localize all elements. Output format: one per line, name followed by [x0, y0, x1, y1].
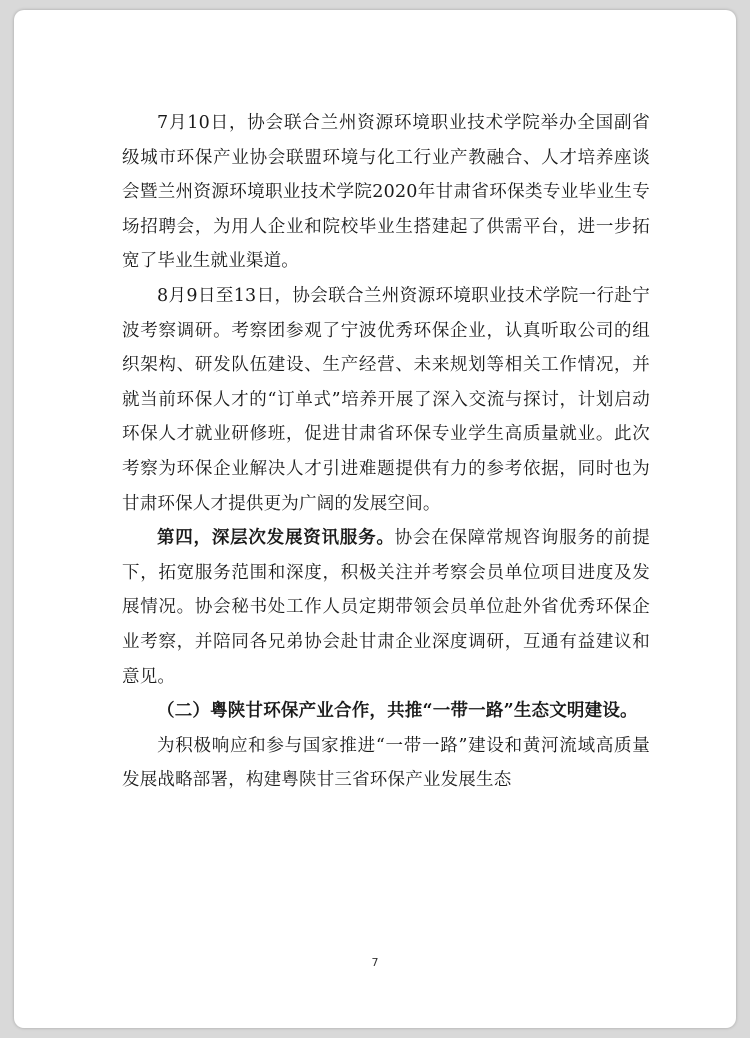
- paragraph-3-lead: 第四，深层次发展资讯服务。: [157, 528, 395, 549]
- paragraph-3-body: 协会在保障常规咨询服务的前提下，拓宽服务范围和深度，积极关注并考察会员单位项目进度及发展情况。协会秘书处工作人员定期带领会员单位赴外省优秀环保企业考察，并陪同各兄弟协会赴甘肃企业深度调研，互通有益建议和意见。: [122, 528, 650, 687]
- document-page: [14, 10, 736, 1028]
- page-number: 7: [371, 956, 379, 969]
- paragraph-4: 为积极响应和参与国家推进“一带一路”建设和黄河流域高质量发展战略部署，构建粤陕甘三省环保产业发展生态: [122, 735, 650, 791]
- paragraph-1: 7月10日，协会联合兰州资源环境职业技术学院举办全国副省级城市环保产业协会联盟环境与化工行业产教融合、人才培养座谈会暨兰州资源环境职业技术学院2020年甘肃省环保类专业毕业生专场招聘会，为用人企业和院校毕业生搭建起了供需平台，进一步拓宽了毕业生就业渠道。: [122, 113, 650, 272]
- paragraph-2: 8月9日至13日，协会联合兰州资源环境职业技术学院一行赴宁波考察调研。考察团参观了宁波优秀环保企业，认真听取公司的组织架构、研发队伍建设、生产经营、未来规划等相关工作情况，并就当前环保人才的“订单式”培养开展了深入交流与探讨，计划启动环保人才就业研修班，促进甘肃省环保专业学生高质量就业。此次考察为环保企业解决人才引进难题提供有力的参考依据，同时也为甘肃环保人才提供更为广阔的发展空间。: [122, 285, 650, 514]
- paragraph-3: [122, 521, 650, 694]
- section-heading: （二）粤陕甘环保产业合作，共推“一带一路”生态文明建设。: [157, 701, 638, 722]
- page-body: [122, 106, 650, 798]
